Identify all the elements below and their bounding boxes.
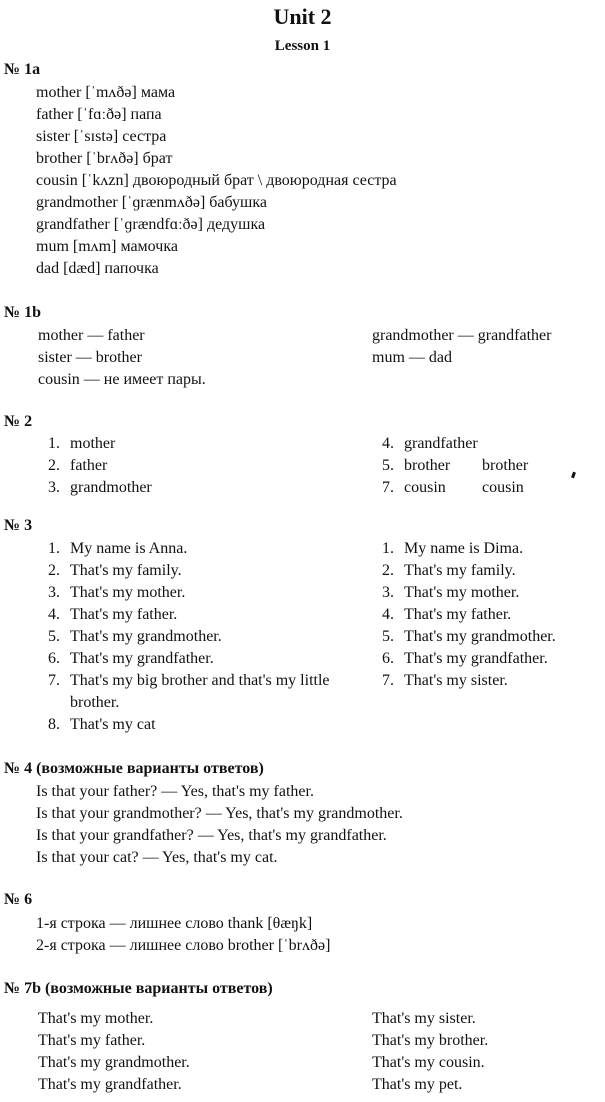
answer-row xyxy=(38,455,338,477)
exercise-heading: № 2 xyxy=(4,413,33,430)
answer-line: 1-я строка — лишнее слово thank [θæŋk] xyxy=(36,915,313,932)
answer-text: That's my grandfather. xyxy=(404,650,548,667)
answer-row xyxy=(372,582,597,604)
answer-row xyxy=(38,648,348,670)
vocabulary-item: father [ˈfɑːðə] папа xyxy=(36,106,162,123)
pair-item: sister — brother xyxy=(38,349,142,366)
vocabulary-item: mum [mʌm] мамочка xyxy=(36,238,178,255)
answer-number: 6. xyxy=(48,650,60,667)
answer-number: 1. xyxy=(382,540,394,557)
lesson-title: Lesson 1 xyxy=(274,38,331,54)
dialogue-line: Is that your grandmother? — Yes, that's my grandmother. xyxy=(36,805,403,822)
answers-left xyxy=(38,433,338,499)
answer-text: That's my cat xyxy=(70,716,156,733)
sentence: That's my brother. xyxy=(372,1032,489,1049)
sentence: That's my cousin. xyxy=(372,1054,485,1071)
exercise-heading: № 3 xyxy=(4,517,33,534)
answer-number: 3. xyxy=(48,584,60,601)
pairs-right xyxy=(372,325,551,369)
answer-row xyxy=(372,670,597,692)
answer-number: 5. xyxy=(48,628,60,645)
answer-row xyxy=(372,455,592,477)
answer-text: That's my father. xyxy=(404,606,512,623)
answer-text: grandfather xyxy=(404,435,478,452)
answer-row xyxy=(372,538,597,560)
answer-row xyxy=(38,582,348,604)
answer-number: 7. xyxy=(382,479,394,496)
exercise-heading: № 4 (возможные варианты ответов) xyxy=(4,760,264,777)
sentence: That's my grandmother. xyxy=(38,1054,190,1071)
answer-number: 6. xyxy=(382,650,394,667)
pair-item: grandmother — grandfather xyxy=(372,327,552,344)
exercise-heading: № 7b (возможные варианты ответов) xyxy=(4,980,273,997)
sentences-right xyxy=(372,1008,488,1096)
sentence: That's my sister. xyxy=(372,1010,476,1027)
vocabulary-item: cousin [ˈkʌzn] двоюродный брат \ двоюродная сестра xyxy=(36,172,397,189)
answer-number: 4. xyxy=(48,606,60,623)
answer-number: 7. xyxy=(48,672,60,689)
answer-row xyxy=(38,560,348,582)
answer-text: That's my grandfather. xyxy=(70,650,214,667)
exercise-heading: № 6 xyxy=(4,891,33,908)
answer-number: 3. xyxy=(48,479,60,496)
vocabulary-list xyxy=(36,82,397,280)
answer-text: That's my mother. xyxy=(70,584,186,601)
answer-number: 5. xyxy=(382,457,394,474)
answers-right xyxy=(372,538,597,692)
answer-row xyxy=(38,714,348,736)
answer-row xyxy=(38,670,348,714)
unit-title: Unit 2 xyxy=(273,4,332,29)
answer-row xyxy=(372,477,592,499)
answer-text: That's my sister. xyxy=(404,672,508,689)
answer-number: 4. xyxy=(382,435,394,452)
answer-text: That's my grandmother. xyxy=(70,628,222,645)
answer-number: 7. xyxy=(382,672,394,689)
exercise-heading: № 1b xyxy=(4,304,41,321)
sentences-left xyxy=(38,1008,190,1096)
answer-number: 8. xyxy=(48,716,60,733)
answer-number: 2. xyxy=(48,457,60,474)
pair-item: mum — dad xyxy=(372,349,452,366)
answer-text: cousin xyxy=(482,479,524,496)
vocabulary-item: grandfather [ˈɡrændfɑːðə] дедушка xyxy=(36,216,266,233)
answer-number: 3. xyxy=(382,584,394,601)
vocabulary-item: brother [ˈbrʌðə] брат xyxy=(36,150,173,167)
answer-text: That's my father. xyxy=(70,606,178,623)
answers-right xyxy=(372,433,592,499)
answer-text: That's my family. xyxy=(404,562,516,579)
pair-item: cousin — не имеет пары. xyxy=(38,371,206,388)
answer-number: 4. xyxy=(382,606,394,623)
answer-text: That's my big brother and that's my little brother. xyxy=(70,672,330,711)
sentence: That's my father. xyxy=(38,1032,146,1049)
dialogue-line: Is that your cat? — Yes, that's my cat. xyxy=(36,849,278,866)
answer-row xyxy=(372,433,592,455)
sentence: That's my grandfather. xyxy=(38,1076,182,1093)
answer-row xyxy=(38,538,348,560)
answer-text: mother xyxy=(70,435,116,452)
answer-text: grandmother xyxy=(70,479,152,496)
sentence: That's my mother. xyxy=(38,1010,154,1027)
answer-text: brother xyxy=(482,457,529,474)
answer-text: That's my grandmother. xyxy=(404,628,556,645)
pairs-left xyxy=(38,325,206,391)
vocabulary-item: mother [ˈmʌðə] мама xyxy=(36,84,176,101)
answer-line: 2-я строка — лишнее слово brother [ˈbrʌðə] xyxy=(36,937,331,954)
answer-number: 1. xyxy=(48,540,60,557)
exercise-heading: № 1a xyxy=(4,61,41,78)
answer-row xyxy=(38,433,338,455)
answer-number: 2. xyxy=(382,562,394,579)
answer-row xyxy=(372,626,597,648)
dialogue-line: Is that your father? — Yes, that's my father. xyxy=(36,783,314,800)
answer-number: 1. xyxy=(48,435,60,452)
answer-text: My name is Dima. xyxy=(404,540,524,557)
dialogue-line: Is that your grandfather? — Yes, that's my grandfather. xyxy=(36,827,387,844)
answer-row xyxy=(372,560,597,582)
answer-list xyxy=(36,913,330,957)
answer-text: brother xyxy=(404,457,451,474)
answer-text: That's my family. xyxy=(70,562,182,579)
vocabulary-item: sister [ˈsɪstə] сестра xyxy=(36,128,167,145)
vocabulary-item: grandmother [ˈɡrænmʌðə] бабушка xyxy=(36,194,268,211)
answer-row xyxy=(38,477,338,499)
answer-number: 2. xyxy=(48,562,60,579)
answer-row xyxy=(372,648,597,670)
answer-row xyxy=(38,604,348,626)
answer-text: My name is Anna. xyxy=(70,540,188,557)
dialogue-list xyxy=(36,781,403,869)
answer-row xyxy=(372,604,597,626)
answer-text: That's my mother. xyxy=(404,584,520,601)
answers-left xyxy=(38,538,348,736)
answer-number: 5. xyxy=(382,628,394,645)
vocabulary-item: dad [dæd] папочка xyxy=(36,260,159,277)
answer-text: father xyxy=(70,457,108,474)
sentence: That's my pet. xyxy=(372,1076,463,1093)
answer-text: cousin xyxy=(404,479,446,496)
pair-item: mother — father xyxy=(38,327,145,344)
answer-row xyxy=(38,626,348,648)
